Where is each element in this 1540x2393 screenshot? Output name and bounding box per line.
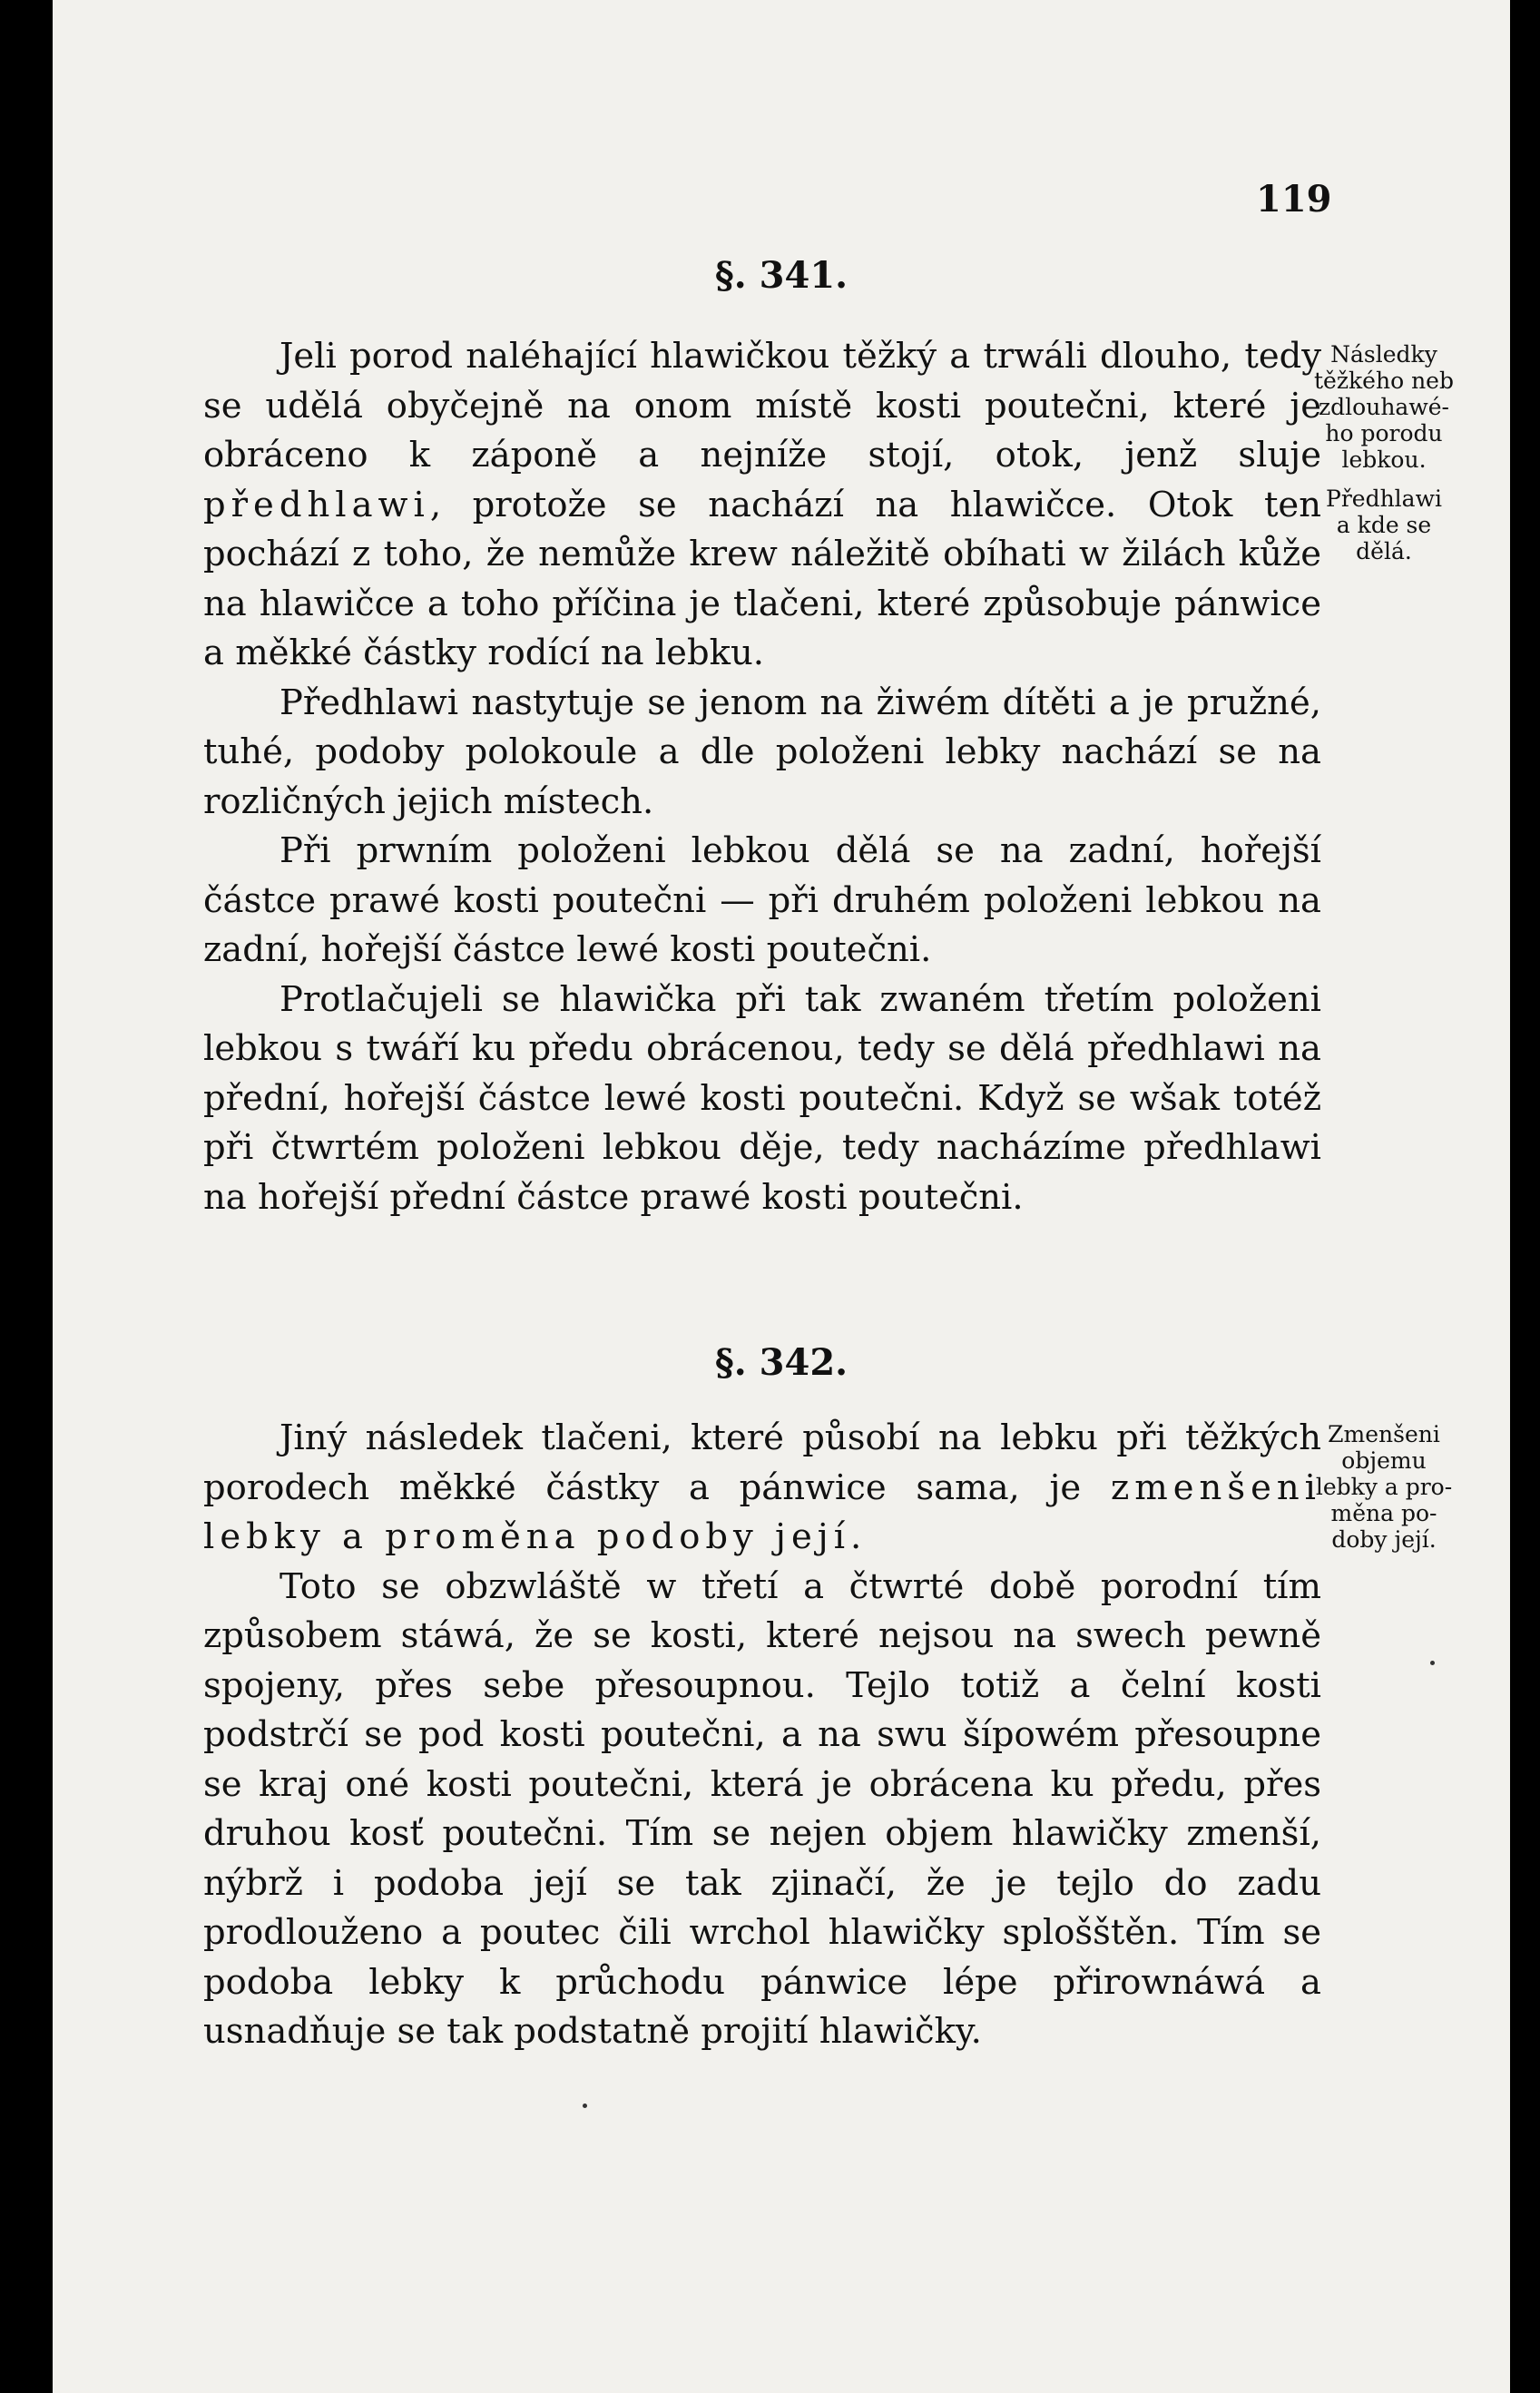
print-speck <box>1430 1661 1435 1665</box>
section-heading-341: §. 341. <box>714 254 848 297</box>
marginal-line: objemu <box>1341 1447 1427 1474</box>
spaced-term: předhlawi <box>203 484 430 525</box>
marginal-line: Následky <box>1330 341 1437 368</box>
marginal-line: zdlouhawé- <box>1319 394 1449 420</box>
paragraph <box>203 1414 1321 1563</box>
paragraph-continuation: , protože se nachází na hlawičce. Otok ten pochází z toho, že nemůže krew náležitě obíhati w žilách kůže na hlawičce a toho příčina je tlačeni, které způsobuje pánwice a měkké částky rodící na lebku. <box>203 484 1321 673</box>
marginal-note-342 <box>1275 1421 1493 1553</box>
book-page <box>53 0 1510 2393</box>
marginal-line: měna po- <box>1330 1500 1437 1526</box>
spaced-term: zmenšeni lebky a proměna podoby její. <box>203 1466 1321 1557</box>
page-number: 119 <box>1256 178 1332 221</box>
marginal-line: a kde se <box>1336 512 1432 538</box>
paragraph: Předhlawi nastytuje se jenom na žiwém dítěti a je pružné, tuhé, podoby polokoule a dle položeni lebky nachází se na rozličných jejich místech. <box>203 682 1321 822</box>
paragraph <box>203 332 1321 679</box>
marginal-line: Předhlawi <box>1326 485 1442 512</box>
print-speck <box>583 2104 587 2108</box>
paragraph: Při prwním položeni lebkou dělá se na zadní, hořejší částce prawé kosti poutečni — při druhém položeni lebkou na zadní, hořejší částce lewé kosti poutečni. <box>203 830 1321 970</box>
marginal-line: dělá. <box>1356 538 1412 564</box>
section-342-body <box>203 1414 1321 2057</box>
paragraph-text: Jiný následek tlačeni, které působí na lebku při těžkých porodech měkké částky a pánwice sama, je <box>203 1417 1321 1508</box>
paragraph: Protlačujeli se hlawička při tak zwaném třetím položeni lebkou s twáří ku předu obrácenou, tedy se dělá předhlawi na přední, hořejší částce lewé kosti poutečni. Když se wšak totéž při čtwrtém položeni lebkou děje, tedy nacházíme předhlawi na hořejší přední částce prawé kosti poutečni. <box>203 978 1321 1218</box>
paragraph-text: Jeli porod naléhající hlawičkou těžký a trwáli dlouho, tedy se udělá obyčejně na onom místě kosti poutečni, které je obráceno k záponě a nejníže stojí, otok, jenž sluje <box>203 336 1321 476</box>
section-341-body <box>203 332 1321 1222</box>
marginal-line: lebky a pro- <box>1315 1474 1453 1500</box>
marginal-note-341 <box>1275 341 1493 564</box>
section-heading-342: §. 342. <box>714 1341 848 1384</box>
marginal-line: ho porodu <box>1325 420 1443 446</box>
marginal-line: lebkou. <box>1341 446 1427 473</box>
marginal-line: Zmenšeni <box>1328 1421 1440 1447</box>
marginal-line: doby její. <box>1331 1526 1437 1553</box>
paragraph: Toto se obzwláště w třetí a čtwrté době porodní tím způsobem stáwá, že se kosti, které nejsou na swech pewně spojeny, přes sebe přesoupnou. Tejlo totiž a čelní kosti podstrčí se pod kosti poutečni, a na swu šípowém přesoupne se kraj oné kosti poutečni, která je obrácena ku předu, přes druhou kosť poutečni. Tím se nejen objem hlawičky zmenší, nýbrž i podoba její se tak zjinačí, že je tejlo do zadu prodlouženo a poutec čili wrchol hlawičky splošštěn. Tím se podoba lebky k průchodu pánwice lépe přirownáwá a usnadňuje se tak podstatně projití hlawičky. <box>203 1565 1321 2052</box>
marginal-line: těžkého neb <box>1314 368 1454 394</box>
